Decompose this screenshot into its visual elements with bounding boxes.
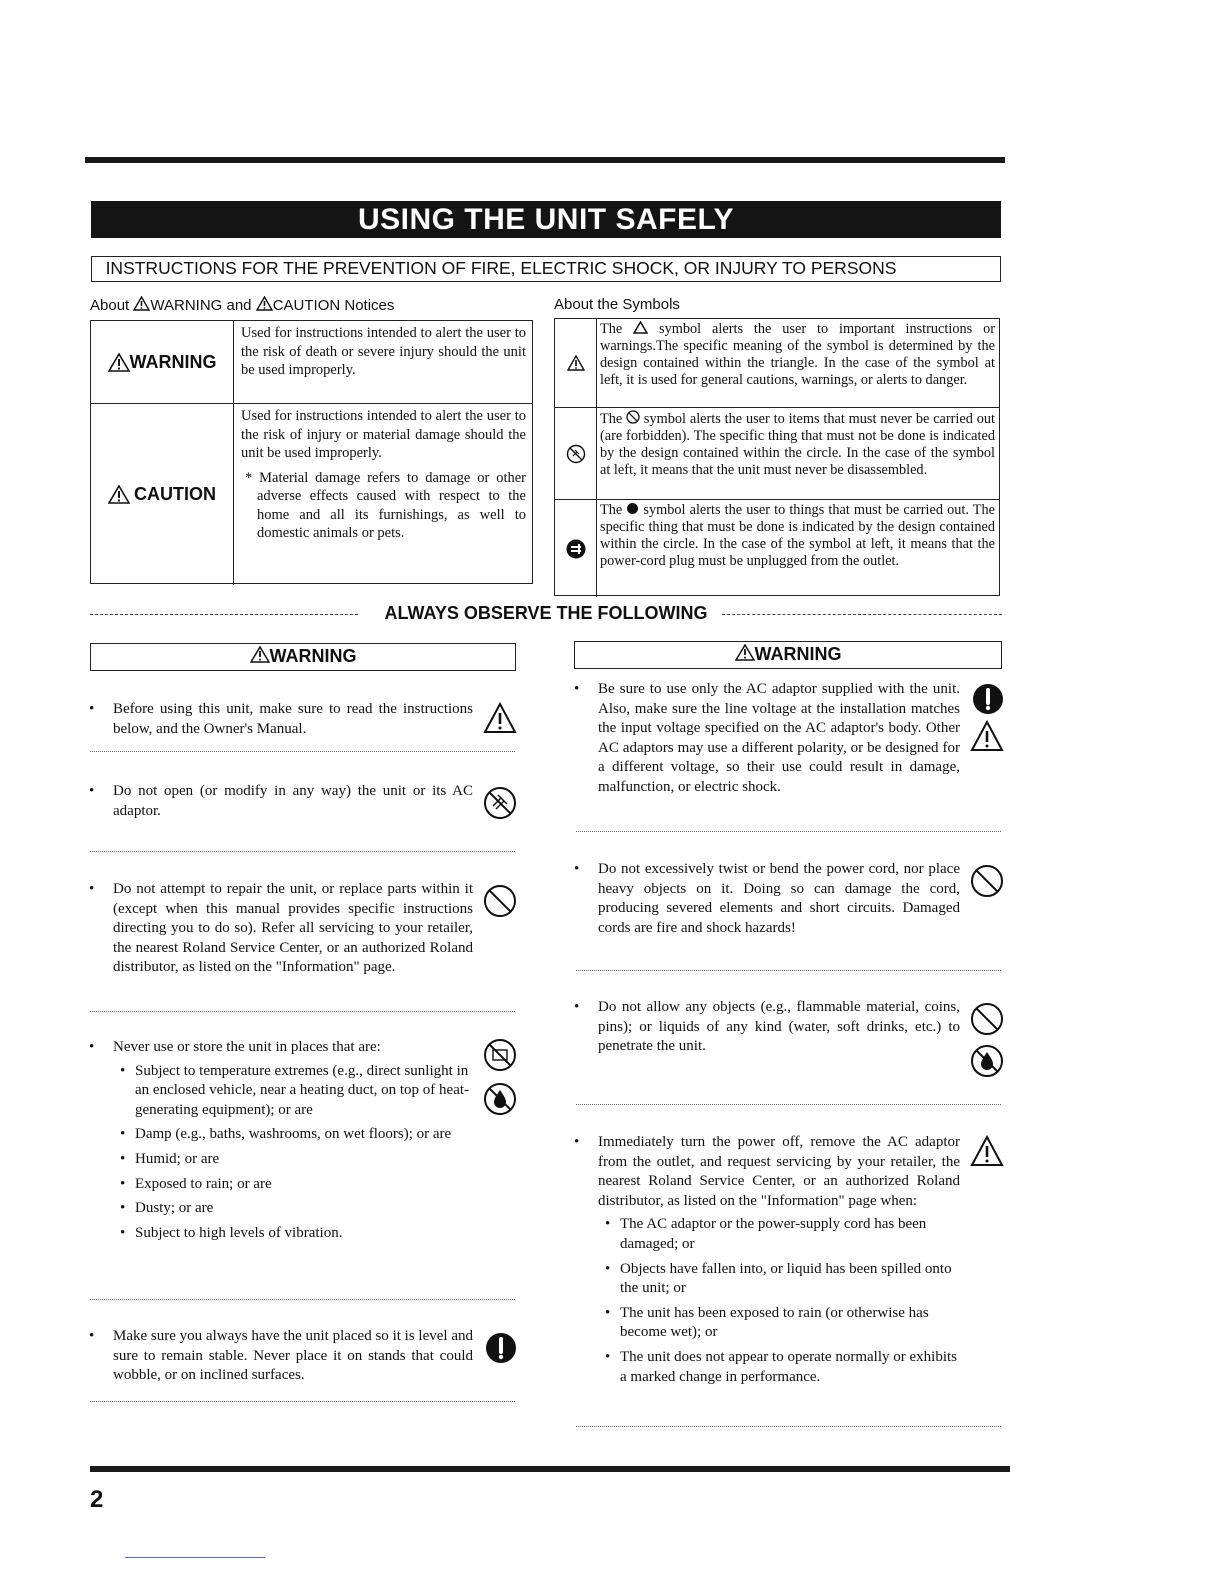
caution-label: CAUTION xyxy=(91,404,234,585)
warning-triangle-icon xyxy=(970,1135,1004,1167)
notices-table xyxy=(90,320,533,584)
dotted-separator xyxy=(576,831,1001,832)
list-item: • The unit has been exposed to rain (or otherwise has become wet); or xyxy=(605,1304,929,1341)
right-item-power-cord: • Do not excessively twist or bend the power cord, nor place heavy objects on it. Doing so can damage the cord, producing severed elements and short circuits. Damaged cords are fire and shock hazards! xyxy=(598,860,960,938)
symbol-cell xyxy=(555,408,597,499)
notices-heading-caution: CAUTION xyxy=(272,297,341,314)
symbol-cell xyxy=(555,319,597,407)
page-number: 2 xyxy=(90,1486,104,1513)
warning-label: WARNING xyxy=(91,321,234,403)
right-warning-header: WARNING xyxy=(574,641,1002,669)
bullet: • xyxy=(89,701,95,717)
list-item: • Subject to high levels of vibration. xyxy=(120,1224,343,1241)
list-item: • The AC adaptor or the power-supply cord has been damaged; or xyxy=(605,1216,927,1252)
warning-triangle-icon xyxy=(970,720,1004,752)
no-disassemble-icon xyxy=(483,786,517,820)
prohibited-circle-icon xyxy=(970,1002,1004,1036)
warning-triangle-icon xyxy=(133,296,150,311)
caution-text: Used for instructions intended to alert the user to the risk of injury or material damage should the unit be used improperly. xyxy=(241,408,526,461)
symbol-row-dot xyxy=(555,500,999,597)
instructions-box: INSTRUCTIONS FOR THE PREVENTION OF FIRE, ELECTRIC SHOCK, OR INJURY TO PERSONS xyxy=(91,256,1001,282)
left-warning-header: WARNING xyxy=(90,643,516,671)
notices-heading-warning: WARNING xyxy=(150,297,223,314)
symbols-table xyxy=(554,318,1000,596)
bullet: • xyxy=(89,783,95,799)
mandatory-action-icon xyxy=(485,1331,517,1365)
filled-dot-icon xyxy=(626,502,639,515)
warning-triangle-icon xyxy=(108,485,130,504)
list-item: • The unit does not appear to operate normally or exhibits a marked change in performance. xyxy=(605,1348,957,1385)
symbol-dot-text: The symbol alerts the user to things that must be carried out. The specific thing that must be done is indicated by the design contained within the circle. In the case of the symbol at left, it means that the power-cord plug must be unplugged from the outlet. xyxy=(600,502,996,569)
left-item-do-not-open: • Do not open (or modify in any way) the unit or its AC adaptor. xyxy=(113,782,473,821)
list-item: • Humid; or are xyxy=(120,1150,220,1167)
bullet: • xyxy=(574,681,580,697)
always-observe-title: ALWAYS OBSERVE THE FOLLOWING xyxy=(384,603,708,623)
no-heat-icon xyxy=(483,1038,517,1072)
list-item: • Objects have fallen into, or liquid has been spilled onto the unit; or xyxy=(605,1260,952,1297)
dotted-separator xyxy=(576,1104,1001,1105)
top-rule xyxy=(85,157,1005,163)
triangle-glyph-icon xyxy=(633,321,648,334)
scan-artifact-line xyxy=(125,1557,265,1558)
bullet: • xyxy=(574,999,580,1015)
bullet: • xyxy=(89,881,95,897)
prohibited-circle-icon xyxy=(626,410,640,424)
notices-heading-suffix: Notices xyxy=(344,297,395,314)
dashed-rule xyxy=(90,614,358,615)
caution-notice-text xyxy=(241,407,526,543)
symbol-cell xyxy=(555,500,597,597)
unplug-icon xyxy=(565,538,587,560)
dotted-separator xyxy=(90,851,515,852)
left-item-read-manual: • Before using this unit, make sure to read the instructions below, and the Owner's Manual. xyxy=(113,700,473,739)
left-item-do-not-repair: • Do not attempt to repair the unit, or replace parts within it (except when this manual provides specific instructions directing you to do so). Refer all servicing to your retailer, the nearest Roland Service Center, or an authorized Roland distributor, as listed on the "Information" page. xyxy=(113,880,473,978)
dotted-separator xyxy=(90,1401,515,1402)
page-title: USING THE UNIT SAFELY xyxy=(91,201,1001,238)
caution-note: * Material damage refers to damage or other adverse effects caused with respect to the home and all its furnishings, as well to domestic animals or pets. xyxy=(245,469,526,541)
warning-triangle-icon xyxy=(483,702,517,734)
list-item: • Damp (e.g., baths, washrooms, on wet floors); or are xyxy=(120,1126,452,1143)
warning-notice-row xyxy=(91,321,532,404)
prohibited-circle-icon xyxy=(483,884,517,918)
right-item-ac-adaptor: • Be sure to use only the AC adaptor supplied with the unit. Also, make sure the line voltage at the installation matches the input voltage specified on the AC adaptor's body. Other AC adaptors may use a different polarity, or be designed for a different voltage, so their use could result in damage, malfunction, or electric shock. xyxy=(598,680,960,798)
list-item: • Exposed to rain; or are xyxy=(120,1175,272,1192)
right-item-request-servicing: • Immediately turn the power off, remove the AC adaptor from the outlet, and request servicing by your retailer, the nearest Roland Service Center, or an authorized Roland distributor, as listed on the "Information" page when: • The AC adaptor or the power-supply cord has been damaged; or • Objects have fallen into, or liquid has been spilled onto the unit; or • The unit has been exposed to rain (or otherwise has become wet); or • The unit does not appear to operate normally or exhibits a marked change in performance. xyxy=(598,1133,960,1392)
symbol-triangle-text: The symbol alerts the user to important instructions or warnings.The specific meaning of the symbol is determined by the design contained within the triangle. In the case of the symbol at left, it is used for general cautions, warnings, or alerts to danger. xyxy=(600,321,996,388)
bullet: • xyxy=(574,1134,580,1150)
mandatory-action-icon xyxy=(972,682,1004,716)
no-water-icon xyxy=(970,1044,1004,1078)
notices-heading-prefix: About xyxy=(90,297,130,314)
dashed-rule xyxy=(722,614,1002,615)
list-item: • Subject to temperature extremes (e.g., direct sunlight in an enclosed vehicle, near a heating duct, on top of heat-generating equipment); or are xyxy=(120,1062,470,1118)
no-water-icon xyxy=(483,1082,517,1116)
dotted-separator xyxy=(90,1299,515,1300)
bottom-rule xyxy=(90,1466,1010,1472)
dotted-separator xyxy=(576,970,1001,971)
bullet: • xyxy=(89,1328,95,1344)
dotted-separator xyxy=(90,751,515,752)
prohibited-circle-icon xyxy=(970,864,1004,898)
symbol-circle-text: The symbol alerts the user to items that must never be carried out (are forbidden). The specific thing that must not be done is indicated by the design contained within the circle. In the case of the symbol at left, it means that the unit must never be disassembled. xyxy=(600,411,995,478)
warning-notice-text: Used for instructions intended to alert the user to the risk of death or severe injury should the unit be used improperly. xyxy=(241,325,526,378)
storage-conditions-list xyxy=(113,1062,473,1244)
bullet: • xyxy=(574,861,580,877)
right-item-foreign-objects: • Do not allow any objects (e.g., flammable material, coins, pins); or liquids of any kind (water, soft drinks, etc.) to penetrate the unit. xyxy=(598,998,960,1057)
warning-triangle-icon xyxy=(735,644,755,661)
caution-notice-row xyxy=(91,404,532,585)
warning-triangle-icon xyxy=(256,296,273,311)
left-item-storage-places: • Never use or store the unit in places that are: • Subject to temperature extremes (e.g., direct sunlight in an enclosed vehicle, near a heating duct, on top of heat-generating equipment); or are • Damp (e.g., baths, washrooms, on wet floors); or are • Humid; or are • Exposed to rain; or are • Dusty; or are • Subject to high levels of vibration. xyxy=(113,1038,473,1248)
left-item-level-placement: • Make sure you always have the unit placed so it is level and sure to remain stable. Never place it on stands that could wobble, or on inclined surfaces. xyxy=(113,1327,473,1386)
notices-heading-and: and xyxy=(226,297,252,314)
notices-heading xyxy=(90,296,394,314)
list-item: • Dusty; or are xyxy=(120,1200,214,1217)
symbol-row-triangle xyxy=(555,319,999,408)
bullet: • xyxy=(89,1039,95,1055)
always-observe-heading xyxy=(90,603,1002,627)
servicing-conditions-list xyxy=(598,1215,960,1387)
dotted-separator xyxy=(90,1011,515,1012)
warning-triangle-icon xyxy=(250,646,270,663)
warning-triangle-icon xyxy=(108,353,130,372)
symbols-heading: About the Symbols xyxy=(554,296,680,313)
warning-triangle-icon xyxy=(567,355,585,371)
dotted-separator xyxy=(576,1426,1001,1427)
no-disassemble-icon xyxy=(566,444,586,464)
symbol-row-circle xyxy=(555,408,999,500)
